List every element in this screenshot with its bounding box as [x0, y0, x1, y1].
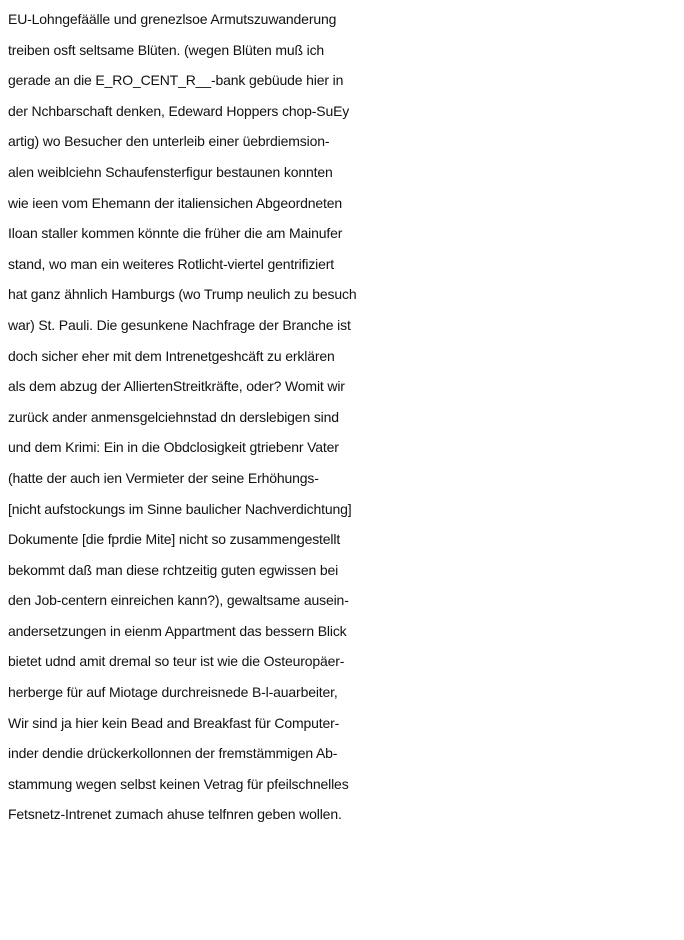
text-line: (hatte der auch ien Vermieter der seine Erhöhungs-: [8, 469, 319, 486]
text-line: inder dendie drückerkollonnen der fremstämmigen Ab-: [8, 745, 338, 762]
text-line: herberge für auf Miotage durchreisnede B-l-auarbeiter,: [8, 684, 338, 701]
text-line: alen weiblciehn Schaufensterfigur bestaunen konnten: [8, 163, 333, 180]
text-line: zurück ander anmensgelciehnstad dn derslebigen sind: [8, 408, 339, 425]
text-line: Iloan staller kommen könnte die früher die am Mainufer: [8, 225, 343, 242]
text-line: stand, wo man ein weiteres Rotlicht-viertel gentrifiziert: [8, 255, 335, 272]
text-line: EU-Lohngefäälle und grenezlsoe Armutszuwanderung: [8, 11, 337, 27]
text-line: den Job-centern einreichen kann?), gewaltsame ausein-: [8, 592, 349, 609]
text-line: doch sicher eher mit dem Intrenetgeshcäft zu erklären: [8, 347, 335, 364]
text-line: [nicht aufstockungs im Sinne baulicher Nachverdichtung]: [8, 500, 352, 517]
text-line: treiben osft seltsame Blüten. (wegen Blüten muß ich: [8, 41, 325, 58]
text-line: gerade an die E_RO_CENT_R__-bank gebüude hier in: [8, 72, 344, 89]
text-line: Dokumente [die fprdie Mite] nicht so zusammengestellt: [8, 531, 341, 548]
text-line: andersetzungen in eienm Appartment das bessern Blick: [8, 622, 347, 639]
text-line: der Nchbarschaft denken, Edeward Hoppers chop-SuEy: [8, 102, 350, 119]
text-line: artig) wo Besucher den unterleib einer üebrdiemsion-: [8, 133, 330, 150]
text-line: hat ganz ähnlich Hamburgs (wo Trump neulich zu besuch: [8, 286, 357, 303]
text-line: bekommt daß man diese rchtzeitig guten egwissen bei: [8, 561, 339, 578]
text-line: war) St. Pauli. Die gesunkene Nachfrage der Branche ist: [8, 316, 351, 333]
text-line: wie ieen vom Ehemann der italiensichen Abgeordneten: [8, 194, 343, 211]
text-line: Wir sind ja hier kein Bead and Breakfast für Computer-: [8, 714, 340, 731]
text-line: und dem Krimi: Ein in die Obdclosigkeit gtriebenr Vater: [8, 439, 339, 456]
text-line: bietet udnd amit dremal so teur ist wie die Osteuropäer-: [8, 653, 345, 670]
text-line: Fetsnetz-Intrenet zumach ahuse telfnren geben wollen.: [8, 806, 342, 823]
text-line: als dem abzug der AlliertenStreitkräfte, oder? Womit wir: [8, 378, 345, 395]
text-line: stammung wegen selbst keinen Vetrag für pfeilschnelles: [8, 775, 349, 792]
document-page: [8, 4, 680, 830]
